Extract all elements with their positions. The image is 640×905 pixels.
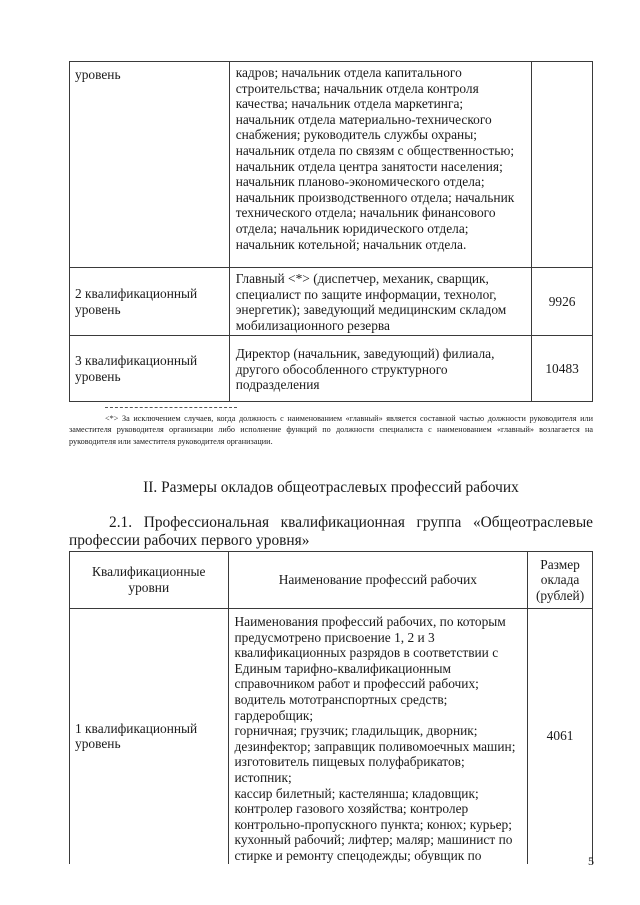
header-label: оклада [540,572,580,588]
column-header-salary [528,552,593,609]
salary-cell [528,609,593,864]
positions-cell [229,62,532,268]
text-line: мобилизационного резерва [235,317,390,333]
level-label: 2 квалификационный [75,286,198,302]
qualification-level-cell [70,336,230,402]
text-line: начальник отдела по связям с общественностью; [235,142,515,158]
text-line: контролер газового хозяйства; контролер [234,801,469,817]
table-row [70,609,593,864]
text-line: специалист по защите информации, технолог, [235,286,497,302]
level-label: 1 квалификационный [75,720,198,736]
header-label: (рублей) [535,587,585,603]
text-line: другого обособленного структурного [235,361,448,377]
table-row [70,62,593,268]
worker-professions-table [69,551,593,864]
column-header-professions [228,552,528,609]
professions-cell [228,609,528,864]
text-line: предусмотрено присвоение 1, 2 и 3 [234,629,435,645]
footnote-separator [105,407,237,408]
positions-cell [229,268,532,336]
table-header-row [70,552,593,609]
text-line: строительства; начальник отдела контроля [235,80,479,96]
text-line: изготовитель пищевых полуфабрикатов; истопник; [234,754,465,785]
text-line: дезинфектор; заправщик поливомоечных машин; [234,738,516,754]
text-line: кухонный рабочий; лифтер; маляр; машинист по [234,832,513,848]
text-line: отдела; начальник юридического отдела; [235,220,469,236]
table-row [70,336,593,402]
salary-cell [532,268,593,336]
text-line: начальник котельной; начальник отдела. [235,236,467,252]
text-line: контрольно-пропускного пункта; конюх; курьер; [234,816,512,832]
text-line: Директор (начальник, заведующий) филиала, [235,345,495,361]
positions-cell [229,336,532,402]
column-header-levels [70,552,229,609]
section-heading: II. Размеры окладов общеотраслевых профессий рабочих [143,479,519,496]
qualification-level-cell [70,62,230,268]
level-label: уровень [75,368,121,384]
text-line: начальник отдела материально-технического [235,111,492,127]
text-line: подразделения [235,377,320,393]
level-label: уровень [75,67,121,82]
text-line: Наименования профессий рабочих, по которым [234,614,506,629]
header-label: уровни [128,580,170,595]
text-line: качества; начальник отдела маркетинга; [235,96,464,112]
salary-value: 4061 [546,728,574,744]
text-line: технического отдела; начальник финансового [235,205,496,221]
salary-cell [532,62,593,268]
qualification-level-cell [70,609,229,864]
page-number: 5 [588,854,594,868]
header-label: Размер [540,556,580,572]
text-line: квалификационных разрядов в соответствии с [234,645,499,661]
text-line: начальник производственного отдела; начальник [235,189,515,205]
text-line: водитель мототранспортных средств; гардеробщик; [234,691,448,723]
text-line: Главный <*> (диспетчер, механик, сварщик, [235,271,489,286]
text-line: энергетик); заведующий медицинским складом [235,302,507,318]
text-line: начальник отдела центра занятости населения; [235,158,503,174]
salary-value: 9926 [548,293,576,309]
text-line: стирке и ремонту спецодежды; обувщик по [234,847,482,863]
level-label: уровень [75,301,121,317]
text-line: начальник планово-экономического отдела; [235,174,485,190]
qualification-level-cell [70,268,230,336]
text-line: снабжения; руководитель службы охраны; [235,127,477,143]
subsection-heading: 2.1. Профессиональная квалификационная группа «Общеотраслевые профессии рабочих первого уровня» [69,514,593,549]
staff-positions-table-continued [69,61,593,402]
level-label: уровень [75,736,121,752]
table-row [70,268,593,336]
text-line: горничная; грузчик; гладильщик, дворник; [234,723,478,739]
salary-cell [532,336,593,402]
text-line: справочником работ и профессий рабочих; [234,676,479,692]
salary-value: 10483 [545,361,579,377]
header-label: Квалификационные [92,564,206,580]
footnote: <*> За исключением случаев, когда должность с наименованием «главный» является составной частью должности руководителя или заместителя руководителя организации либо исполнение функций по должности специалиста с наименованием «главный» возлагается на руководителя или заместителя руководителя организации. [69,414,593,446]
text-line: Единым тарифно-квалификационным [234,660,451,676]
text-line: кадров; начальник отдела капитального [235,65,462,80]
text-line: кассир билетный; кастелянша; кладовщик; [234,785,479,801]
header-label: Наименование профессий рабочих [278,572,477,588]
level-label: 3 квалификационный [75,353,198,369]
